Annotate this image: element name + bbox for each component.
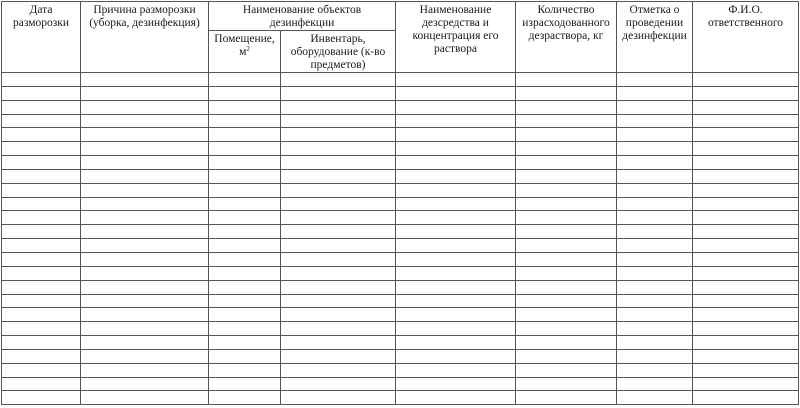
table-cell[interactable] [516,266,617,280]
table-cell[interactable] [209,211,281,225]
table-cell[interactable] [516,308,617,322]
table-cell[interactable] [281,377,396,391]
table-cell[interactable] [396,266,516,280]
table-row [2,377,799,391]
table-cell[interactable] [617,100,693,114]
table-cell[interactable] [281,142,396,156]
table-cell[interactable] [516,391,617,405]
table-cell[interactable] [2,363,81,377]
table-cell[interactable] [2,280,81,294]
table-cell[interactable] [693,100,799,114]
table-cell[interactable] [81,100,209,114]
table-row [2,197,799,211]
table-cell[interactable] [396,169,516,183]
table-row [2,169,799,183]
table-cell[interactable] [693,349,799,363]
table-cell[interactable] [81,349,209,363]
table-cell[interactable] [516,156,617,170]
header-room-label: Помещение, м [214,33,275,58]
table-cell[interactable] [81,86,209,100]
table-cell[interactable] [281,349,396,363]
table-cell[interactable] [281,183,396,197]
table-cell[interactable] [81,128,209,142]
header-mark: Отметка о проведении дезинфекции [617,2,693,73]
table-cell[interactable] [396,377,516,391]
table-cell[interactable] [396,336,516,350]
table-cell[interactable] [2,391,81,405]
table-cell[interactable] [516,197,617,211]
table-row [2,308,799,322]
table-cell[interactable] [693,211,799,225]
table-cell[interactable] [81,239,209,253]
table-cell[interactable] [281,86,396,100]
table-cell[interactable] [396,225,516,239]
table-cell[interactable] [396,114,516,128]
table-row [2,128,799,142]
table-cell[interactable] [281,239,396,253]
table-cell[interactable] [281,197,396,211]
table-cell[interactable] [693,294,799,308]
table-cell[interactable] [209,266,281,280]
table-cell[interactable] [2,169,81,183]
table-cell[interactable] [617,377,693,391]
table-cell[interactable] [209,86,281,100]
table-cell[interactable] [81,169,209,183]
table-cell[interactable] [516,252,617,266]
table-cell[interactable] [81,294,209,308]
table-cell[interactable] [209,156,281,170]
table-cell[interactable] [516,142,617,156]
table-cell[interactable] [209,280,281,294]
table-cell[interactable] [516,377,617,391]
table-cell[interactable] [2,308,81,322]
table-cell[interactable] [516,86,617,100]
table-cell[interactable] [516,239,617,253]
journal-body [2,73,799,405]
table-cell[interactable] [281,363,396,377]
table-row [2,252,799,266]
table-cell[interactable] [617,169,693,183]
table-cell[interactable] [693,114,799,128]
table-cell[interactable] [81,183,209,197]
table-cell[interactable] [693,225,799,239]
table-cell[interactable] [2,183,81,197]
table-cell[interactable] [2,128,81,142]
table-cell[interactable] [693,86,799,100]
header-reason: Причина разморозки (уборка, дезинфекция) [81,2,209,73]
table-cell[interactable] [209,294,281,308]
table-row [2,336,799,350]
table-cell[interactable] [396,239,516,253]
table-cell[interactable] [516,73,617,87]
table-cell[interactable] [396,100,516,114]
table-cell[interactable] [2,197,81,211]
table-row [2,266,799,280]
table-cell[interactable] [693,197,799,211]
table-row [2,391,799,405]
table-cell[interactable] [81,197,209,211]
table-cell[interactable] [516,114,617,128]
table-cell[interactable] [209,142,281,156]
header-room-unit-superscript: 2 [246,45,250,53]
table-cell[interactable] [617,349,693,363]
table-cell[interactable] [617,322,693,336]
table-cell[interactable] [396,211,516,225]
table-cell[interactable] [693,142,799,156]
table-cell[interactable] [396,322,516,336]
table-row [2,86,799,100]
table-cell[interactable] [2,294,81,308]
table-cell[interactable] [209,73,281,87]
table-cell[interactable] [396,128,516,142]
table-cell[interactable] [693,322,799,336]
table-cell[interactable] [693,377,799,391]
header-inventory: Инвентарь, оборудование (к-во предметов) [281,31,396,73]
table-cell[interactable] [617,156,693,170]
table-cell[interactable] [209,183,281,197]
table-cell[interactable] [693,252,799,266]
table-cell[interactable] [516,322,617,336]
table-cell[interactable] [617,252,693,266]
table-row [2,280,799,294]
table-cell[interactable] [516,280,617,294]
table-cell[interactable] [2,266,81,280]
table-cell[interactable] [617,308,693,322]
table-cell[interactable] [81,211,209,225]
table-cell[interactable] [617,211,693,225]
table-cell[interactable] [617,225,693,239]
table-cell[interactable] [617,114,693,128]
table-cell[interactable] [2,349,81,363]
table-cell[interactable] [281,114,396,128]
table-cell[interactable] [693,363,799,377]
table-row [2,363,799,377]
table-cell[interactable] [281,128,396,142]
table-cell[interactable] [2,86,81,100]
table-cell[interactable] [209,391,281,405]
table-cell[interactable] [281,225,396,239]
table-cell[interactable] [396,280,516,294]
table-cell[interactable] [209,308,281,322]
table-cell[interactable] [209,363,281,377]
table-cell[interactable] [617,86,693,100]
table-cell[interactable] [396,391,516,405]
table-cell[interactable] [396,349,516,363]
table-cell[interactable] [516,169,617,183]
table-cell[interactable] [396,156,516,170]
table-cell[interactable] [693,156,799,170]
table-row [2,322,799,336]
table-cell[interactable] [81,73,209,87]
table-cell[interactable] [281,294,396,308]
table-cell[interactable] [2,239,81,253]
table-cell[interactable] [516,128,617,142]
table-cell[interactable] [2,156,81,170]
table-cell[interactable] [281,336,396,350]
table-cell[interactable] [209,114,281,128]
table-cell[interactable] [281,266,396,280]
table-cell[interactable] [617,391,693,405]
table-cell[interactable] [2,225,81,239]
table-cell[interactable] [81,377,209,391]
header-agent: Наименование дезсредства и концентрация его раствора [396,2,516,73]
table-cell[interactable] [396,197,516,211]
table-cell[interactable] [209,128,281,142]
table-cell[interactable] [81,308,209,322]
table-cell[interactable] [209,100,281,114]
table-cell[interactable] [2,142,81,156]
table-cell[interactable] [209,197,281,211]
table-cell[interactable] [396,142,516,156]
table-cell[interactable] [2,252,81,266]
table-cell[interactable] [516,294,617,308]
table-cell[interactable] [396,363,516,377]
table-cell[interactable] [693,280,799,294]
header-quantity: Количество израсходованного дезраствора, кг [516,2,617,73]
table-cell[interactable] [81,363,209,377]
table-cell[interactable] [81,391,209,405]
table-cell[interactable] [396,183,516,197]
table-cell[interactable] [693,239,799,253]
table-row [2,349,799,363]
table-row [2,114,799,128]
table-cell[interactable] [2,73,81,87]
table-cell[interactable] [693,183,799,197]
disinfection-journal-table [1,1,799,405]
table-cell[interactable] [281,73,396,87]
table-row [2,225,799,239]
table-cell[interactable] [209,252,281,266]
table-cell[interactable] [516,211,617,225]
table-cell[interactable] [693,169,799,183]
table-cell[interactable] [516,183,617,197]
table-cell[interactable] [2,377,81,391]
table-cell[interactable] [396,86,516,100]
table-cell[interactable] [516,349,617,363]
table-cell[interactable] [281,100,396,114]
table-cell[interactable] [281,156,396,170]
table-row [2,183,799,197]
table-cell[interactable] [617,336,693,350]
table-cell[interactable] [617,142,693,156]
table-cell[interactable] [281,308,396,322]
table-cell[interactable] [396,308,516,322]
table-cell[interactable] [693,266,799,280]
table-cell[interactable] [617,280,693,294]
header-date: Дата разморозки [2,2,81,73]
table-cell[interactable] [693,308,799,322]
table-cell[interactable] [209,377,281,391]
table-cell[interactable] [81,156,209,170]
table-cell[interactable] [617,239,693,253]
table-cell[interactable] [81,114,209,128]
table-cell[interactable] [281,322,396,336]
header-responsible: Ф.И.О. ответственного [693,2,799,73]
table-row [2,294,799,308]
table-cell[interactable] [81,266,209,280]
table-cell[interactable] [693,336,799,350]
table-cell[interactable] [281,280,396,294]
table-cell[interactable] [516,100,617,114]
table-cell[interactable] [617,183,693,197]
table-cell[interactable] [396,294,516,308]
table-cell[interactable] [516,225,617,239]
table-cell[interactable] [2,336,81,350]
table-row [2,142,799,156]
table-cell[interactable] [281,169,396,183]
table-cell[interactable] [617,266,693,280]
table-cell[interactable] [617,73,693,87]
table-cell[interactable] [617,363,693,377]
table-cell[interactable] [617,294,693,308]
table-cell[interactable] [516,336,617,350]
table-cell[interactable] [281,211,396,225]
table-cell[interactable] [209,322,281,336]
table-cell[interactable] [2,322,81,336]
table-cell[interactable] [81,336,209,350]
table-row [2,211,799,225]
table-cell[interactable] [2,211,81,225]
header-row-top [2,2,799,31]
table-cell[interactable] [81,142,209,156]
table-row [2,100,799,114]
table-cell[interactable] [209,169,281,183]
table-row [2,239,799,253]
table-cell[interactable] [281,391,396,405]
table-row [2,73,799,87]
table-cell[interactable] [516,363,617,377]
header-room [209,31,281,73]
table-cell[interactable] [396,73,516,87]
table-cell[interactable] [209,336,281,350]
table-cell[interactable] [81,225,209,239]
table-cell[interactable] [281,252,396,266]
table-cell[interactable] [209,349,281,363]
table-cell[interactable] [2,114,81,128]
table-cell[interactable] [617,128,693,142]
table-cell[interactable] [617,197,693,211]
table-row [2,156,799,170]
table-cell[interactable] [81,252,209,266]
table-cell[interactable] [81,322,209,336]
table-cell[interactable] [209,239,281,253]
table-cell[interactable] [209,225,281,239]
table-cell[interactable] [693,73,799,87]
table-cell[interactable] [396,252,516,266]
table-cell[interactable] [693,128,799,142]
table-cell[interactable] [693,391,799,405]
header-objects-group: Наименование объектов дезинфекции [209,2,396,31]
table-cell[interactable] [2,100,81,114]
table-cell[interactable] [81,280,209,294]
